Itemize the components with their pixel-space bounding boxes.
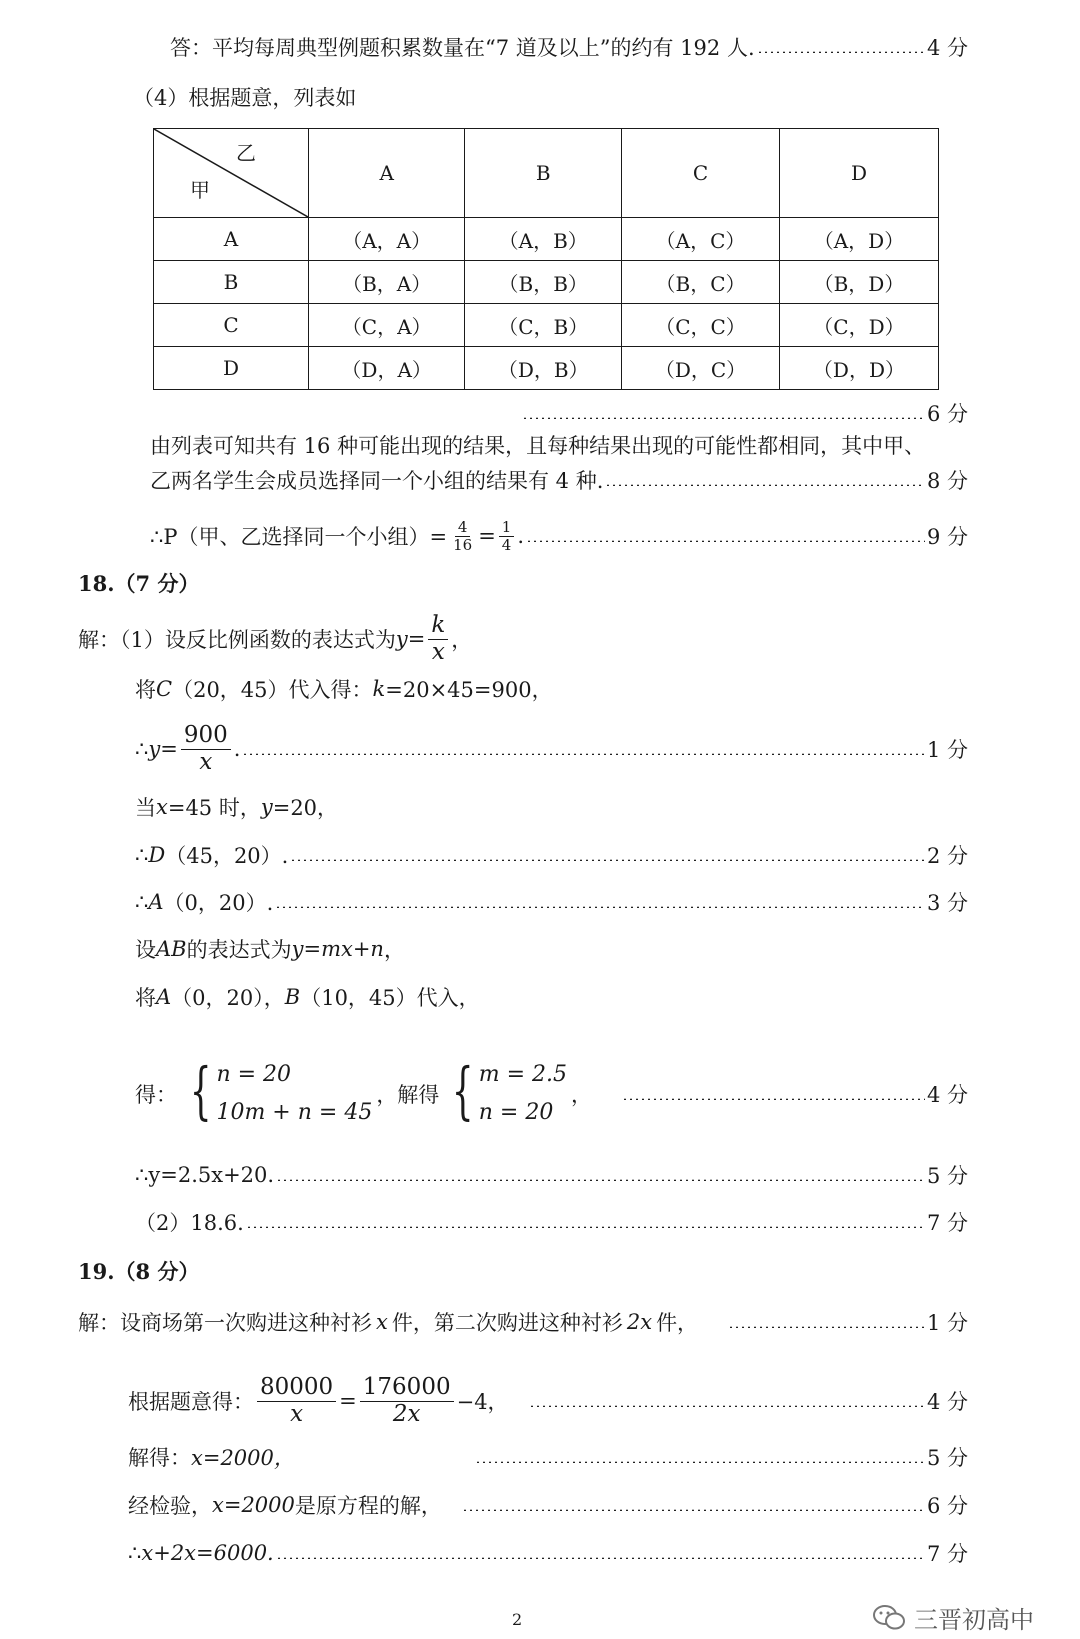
- fraction-numerator: 80000: [257, 1375, 336, 1401]
- score-label: 3 分: [926, 891, 968, 915]
- solution-system: [443, 1056, 567, 1132]
- score-label: 4 分: [926, 36, 968, 60]
- dot-leader: [475, 1461, 925, 1463]
- text-fragment: 解得：: [128, 1446, 191, 1470]
- text-fragment: （0，20），: [171, 986, 285, 1010]
- q19-line3: [128, 1440, 968, 1474]
- diagonal-line: [154, 129, 308, 217]
- table-cell: （B，D）: [779, 261, 938, 304]
- text-fragment: =45 时，: [167, 796, 261, 820]
- text-fragment: 得：: [135, 1083, 177, 1107]
- q18-line6: [135, 885, 968, 919]
- dot-leader: [462, 1509, 925, 1511]
- score-label: 7 分: [926, 1211, 968, 1235]
- page-number: 2: [512, 1610, 523, 1629]
- text-fragment: 件，: [656, 1311, 699, 1335]
- text-fragment: ，解得: [376, 1083, 440, 1107]
- fraction-numerator: 4: [455, 519, 471, 537]
- dot-leader: [605, 484, 925, 486]
- text-fragment: =20×45=900，: [385, 678, 553, 702]
- q18-line11: [135, 1205, 968, 1239]
- comma: ，: [383, 938, 405, 962]
- q19-line1: [78, 1305, 968, 1339]
- therefore-symbol: ∴: [135, 843, 149, 867]
- corner-label-yi: 乙: [236, 141, 256, 165]
- point-a: A: [148, 890, 164, 914]
- q19-line5: [128, 1536, 968, 1570]
- q19-line4: [128, 1488, 968, 1522]
- text-fragment: 经检验，: [128, 1494, 212, 1518]
- table-cell: （D，C）: [622, 347, 780, 390]
- text-fragment: 的表达式为: [186, 938, 292, 962]
- therefore-symbol: ∴: [135, 890, 149, 914]
- table-score-line: [520, 396, 968, 430]
- var-y: y: [260, 795, 273, 819]
- table-cell: （C，A）: [309, 304, 465, 347]
- fraction: [428, 613, 448, 665]
- q18-line10: [135, 1158, 968, 1192]
- table-cell: （B，A）: [309, 261, 465, 304]
- score-label: 9 分: [926, 525, 968, 549]
- point-b: B: [284, 985, 301, 1009]
- equals-sign: =: [478, 524, 496, 548]
- table-row: [154, 218, 939, 261]
- equals-sign: =: [339, 1389, 357, 1413]
- question-18-title: 18.（7 分）: [78, 571, 200, 596]
- row-header: B: [154, 261, 309, 304]
- score-label: 8 分: [926, 469, 968, 493]
- dot-leader: [276, 1179, 925, 1181]
- table-corner-cell: [154, 129, 309, 218]
- period: .: [517, 524, 525, 548]
- comma: ，: [451, 628, 473, 652]
- q18-line1: [78, 608, 472, 670]
- watermark-text: 三晋初高中: [914, 1606, 1034, 1634]
- fraction-numerator: 176000: [360, 1375, 454, 1401]
- fraction-denominator: x: [199, 748, 213, 775]
- point-c: C: [156, 677, 173, 701]
- segment-ab: AB: [156, 937, 187, 961]
- table-row: [154, 304, 939, 347]
- score-label: 5 分: [926, 1446, 968, 1470]
- score-label: 6 分: [926, 402, 968, 426]
- score-label: 5 分: [926, 1164, 968, 1188]
- watermark: [872, 1600, 1034, 1635]
- q18-line7: [135, 932, 405, 966]
- equation: 10m + n = 45: [216, 1100, 373, 1125]
- table-cell: （A，B）: [465, 218, 622, 261]
- fraction-denominator: 4: [501, 535, 512, 554]
- text-fragment: 解：设商场第一次购进这种衬衫: [78, 1311, 372, 1335]
- text-fragment: 根据题意得：: [128, 1390, 254, 1414]
- text-fragment: 是原方程的解，: [294, 1494, 442, 1518]
- answer-line: [170, 30, 968, 64]
- text-fragment: （10，45）代入，: [300, 986, 480, 1010]
- row-header: A: [154, 218, 309, 261]
- point-d: D: [148, 843, 166, 867]
- left-brace: {: [189, 1054, 212, 1127]
- result-text-line1: 由列表可知共有 16 种可能出现的结果，且每种结果出现的可能性都相同，其中甲、: [150, 434, 926, 458]
- score-label: 7 分: [926, 1542, 968, 1566]
- var-k: k: [372, 677, 386, 701]
- result-text-line2: 乙两名学生会成员选择同一个小组的结果有 4 种.: [150, 469, 604, 493]
- text-fragment: 当: [135, 796, 156, 820]
- table-row: [154, 261, 939, 304]
- text-fragment: 设: [135, 938, 156, 962]
- row-header: D: [154, 347, 309, 390]
- text-fragment: （0，20）.: [163, 891, 274, 915]
- table-row: [154, 347, 939, 390]
- linear-function: y=2.5x+20.: [148, 1163, 275, 1187]
- q18-line8: [135, 980, 480, 1014]
- q18-line1-prefix: 解：（1）设反比例函数的表达式为: [78, 628, 396, 652]
- dot-leader: [526, 540, 925, 542]
- score-label: 2 分: [926, 844, 968, 868]
- solution-value: x=2000: [212, 1493, 295, 1517]
- prob-prefix: ∴P（甲、乙选择同一个小组）=: [150, 525, 448, 549]
- dot-leader: [622, 1098, 925, 1100]
- fraction: [450, 519, 475, 553]
- var-2x: 2x: [626, 1310, 653, 1334]
- text-fragment: （45，20）.: [165, 844, 289, 868]
- table-cell: （A，A）: [309, 218, 465, 261]
- equals-sign: =: [407, 627, 426, 651]
- q18-line5: [135, 838, 968, 872]
- part2-answer: （2）18.6.: [135, 1211, 244, 1235]
- fraction-numerator: 1: [499, 519, 515, 537]
- equation: n = 20: [216, 1062, 292, 1087]
- dot-leader: [529, 1405, 925, 1407]
- comma: ，: [571, 1083, 593, 1107]
- equation: n = 20: [478, 1100, 554, 1125]
- dot-leader: [242, 753, 925, 755]
- question-19-title: 19.（8 分）: [78, 1259, 200, 1284]
- solution-value: x=2000，: [191, 1446, 295, 1470]
- dot-leader: [290, 859, 925, 861]
- text-fragment: 件，第二次购进这种衬衫: [391, 1311, 623, 1335]
- table-cell: （A，D）: [779, 218, 938, 261]
- text-fragment: −4，: [456, 1390, 509, 1414]
- column-header: A: [309, 129, 465, 218]
- q19-line2: [128, 1370, 968, 1432]
- q18-line4: [135, 790, 338, 824]
- probability-line: [150, 514, 968, 558]
- dot-leader: [246, 1226, 925, 1228]
- table-cell: （C，C）: [622, 304, 780, 347]
- var-x: x: [156, 795, 168, 819]
- text-fragment: =20，: [272, 796, 339, 820]
- var-y: y: [148, 737, 161, 761]
- table-cell: （B，B）: [465, 261, 622, 304]
- var-x: x: [376, 1310, 388, 1334]
- fraction: [499, 519, 515, 553]
- linear-expression: y=mx+n: [291, 937, 384, 961]
- score-label: 4 分: [926, 1083, 968, 1107]
- text-fragment: 将: [135, 986, 156, 1010]
- dot-leader: [757, 51, 925, 53]
- score-label: 4 分: [926, 1390, 968, 1414]
- table-cell: （D，D）: [779, 347, 938, 390]
- var-y: y: [395, 627, 408, 651]
- fraction-denominator: x: [290, 1400, 304, 1427]
- total-expression: x+2x=6000.: [141, 1541, 274, 1565]
- therefore-symbol: ∴: [135, 737, 149, 761]
- fraction: [360, 1375, 454, 1427]
- table-cell: （B，C）: [622, 261, 780, 304]
- dot-leader: [275, 906, 925, 908]
- score-label: 1 分: [926, 1311, 968, 1335]
- wechat-icon: [872, 1604, 906, 1632]
- column-header: D: [779, 129, 938, 218]
- fraction-denominator: 16: [453, 535, 473, 554]
- row-header: C: [154, 304, 309, 347]
- q18-system-line: [135, 1054, 968, 1134]
- fraction-denominator: x: [431, 638, 445, 665]
- text-fragment: （20，45）代入得：: [172, 678, 373, 702]
- outcome-table: [153, 128, 939, 390]
- fraction-numerator: k: [428, 613, 448, 639]
- point-a: A: [156, 985, 172, 1009]
- dot-leader: [276, 1557, 925, 1559]
- answer-text: 答：平均每周典型例题积累数量在“7 道及以上”的约有 192 人.: [170, 36, 755, 60]
- dot-leader: [728, 1326, 925, 1328]
- therefore-symbol: ∴: [128, 1541, 142, 1565]
- column-header: C: [622, 129, 780, 218]
- fraction: [181, 723, 231, 775]
- q18-line3: [135, 718, 968, 780]
- dot-leader: [522, 417, 925, 419]
- equals-sign: =: [160, 737, 178, 761]
- text-fragment: 将: [135, 678, 156, 702]
- equation: m = 2.5: [478, 1062, 568, 1087]
- q18-line2: [135, 672, 553, 706]
- left-brace: {: [452, 1054, 474, 1127]
- corner-label-jia: 甲: [190, 178, 210, 202]
- therefore-symbol: ∴: [135, 1163, 149, 1187]
- period: .: [233, 737, 241, 761]
- score-label: 1 分: [926, 738, 968, 762]
- table-cell: （C，D）: [779, 304, 938, 347]
- part4-intro: （4）根据题意，列表如: [133, 86, 357, 110]
- result-line2: [150, 463, 968, 497]
- table-cell: （D，B）: [465, 347, 622, 390]
- fraction-numerator: 900: [181, 723, 231, 749]
- table-header-row: [154, 129, 939, 218]
- equation-system: [181, 1056, 372, 1132]
- column-header: B: [465, 129, 622, 218]
- fraction: [257, 1375, 336, 1427]
- fraction-denominator: 2x: [392, 1400, 421, 1427]
- table-cell: （D，A）: [309, 347, 465, 390]
- score-label: 6 分: [926, 1494, 968, 1518]
- table-cell: （A，C）: [622, 218, 780, 261]
- table-cell: （C，B）: [465, 304, 622, 347]
